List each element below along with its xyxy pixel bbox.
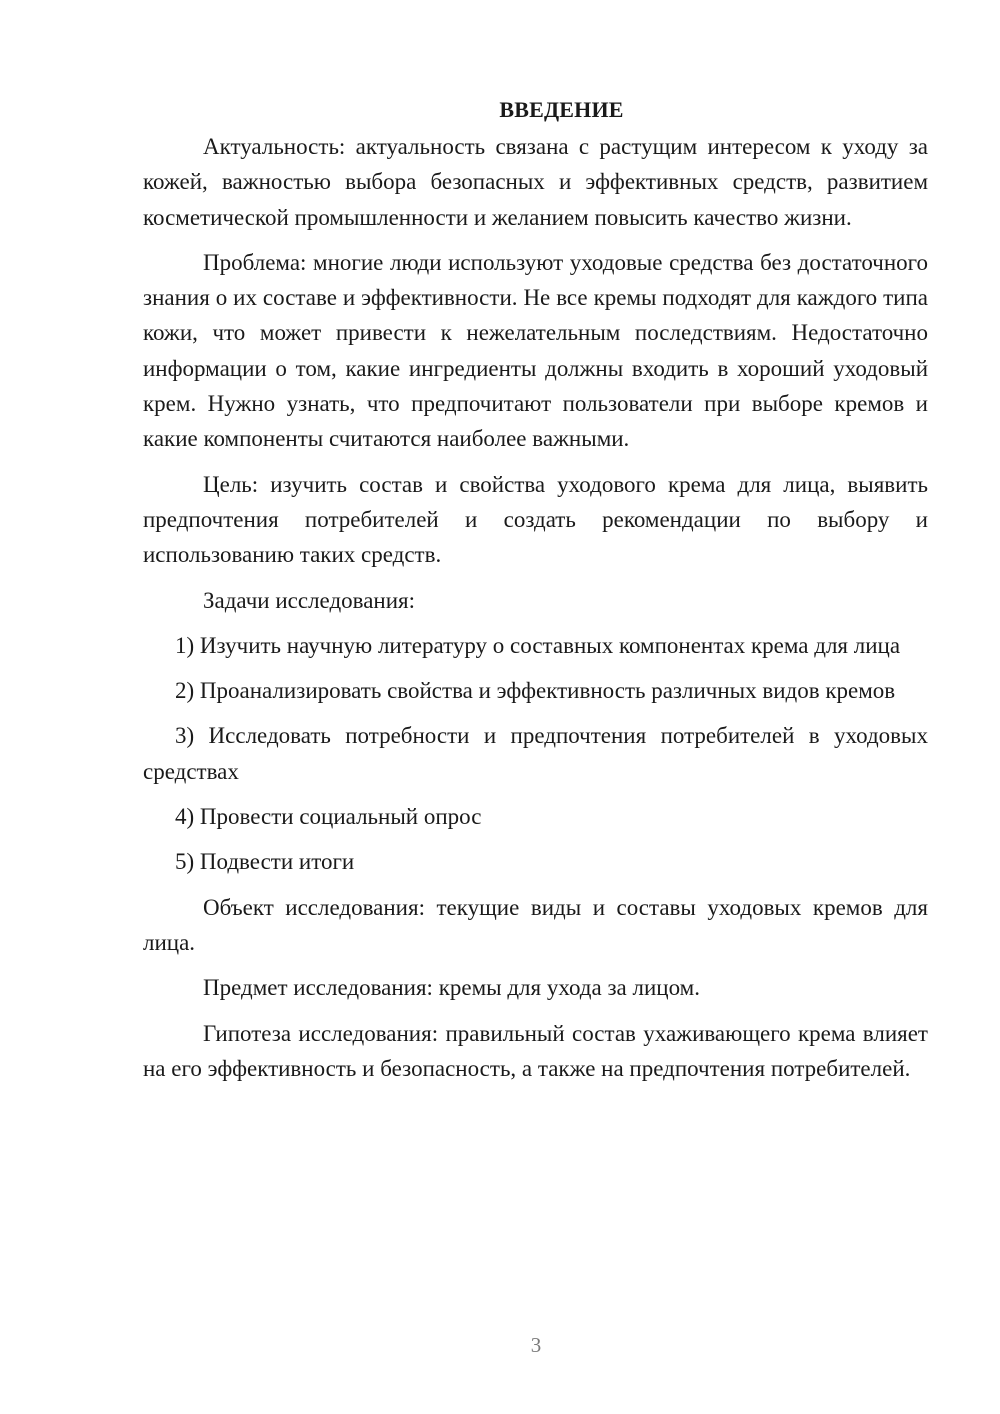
tasks-heading: Задачи исследования: bbox=[203, 587, 416, 613]
paragraph-subject: Предмет исследования: кремы для ухода за лицом. bbox=[203, 975, 700, 1001]
paragraph-hypothesis: Гипотеза исследования: правильный состав ухаживающего крема влияет на его эффективность и безопасность, а также на предпочтения потребителей. bbox=[143, 1020, 928, 1081]
section-title: ВВЕДЕНИЕ bbox=[499, 97, 624, 122]
task-item: 4) Провести социальный опрос bbox=[175, 804, 482, 830]
paragraph-object: Объект исследования: текущие виды и составы уходовых кремов для лица. bbox=[143, 894, 928, 955]
page-content bbox=[143, 92, 928, 1096]
paragraph-relevance: Актуальность: актуальность связана с растущим интересом к уходу за кожей, важностью выбора безопасных и эффективных средств, развитием косметической промышленности и желанием повысить качество жизни. bbox=[143, 134, 928, 230]
task-item: 3) Исследовать потребности и предпочтения потребителей в уходовых средствах bbox=[143, 723, 928, 784]
page-number: 3 bbox=[530, 1333, 542, 1357]
paragraph-problem: Проблема: многие люди используют уходовые средства без достаточного знания о их составе и эффективности. Не все кремы подходят для каждого типа кожи, что может привести к нежелательным последствиям. Недостаточно информации о том, какие ингредиенты должны входить в хороший уходовый крем. Нужно узнать, что предпочитают пользователи при выборе кремов и какие компоненты считаются наиболее важными. bbox=[143, 249, 928, 452]
task-item: 2) Проанализировать свойства и эффективность различных видов кремов bbox=[175, 678, 896, 704]
paragraph-goal: Цель: изучить состав и свойства уходового крема для лица, выявить предпочтения потребителей и создать рекомендации по выбору и использованию таких средств. bbox=[143, 471, 928, 568]
task-item: 1) Изучить научную литературу о составных компонентах крема для лица bbox=[175, 632, 901, 658]
task-item: 5) Подвести итоги bbox=[175, 849, 355, 875]
